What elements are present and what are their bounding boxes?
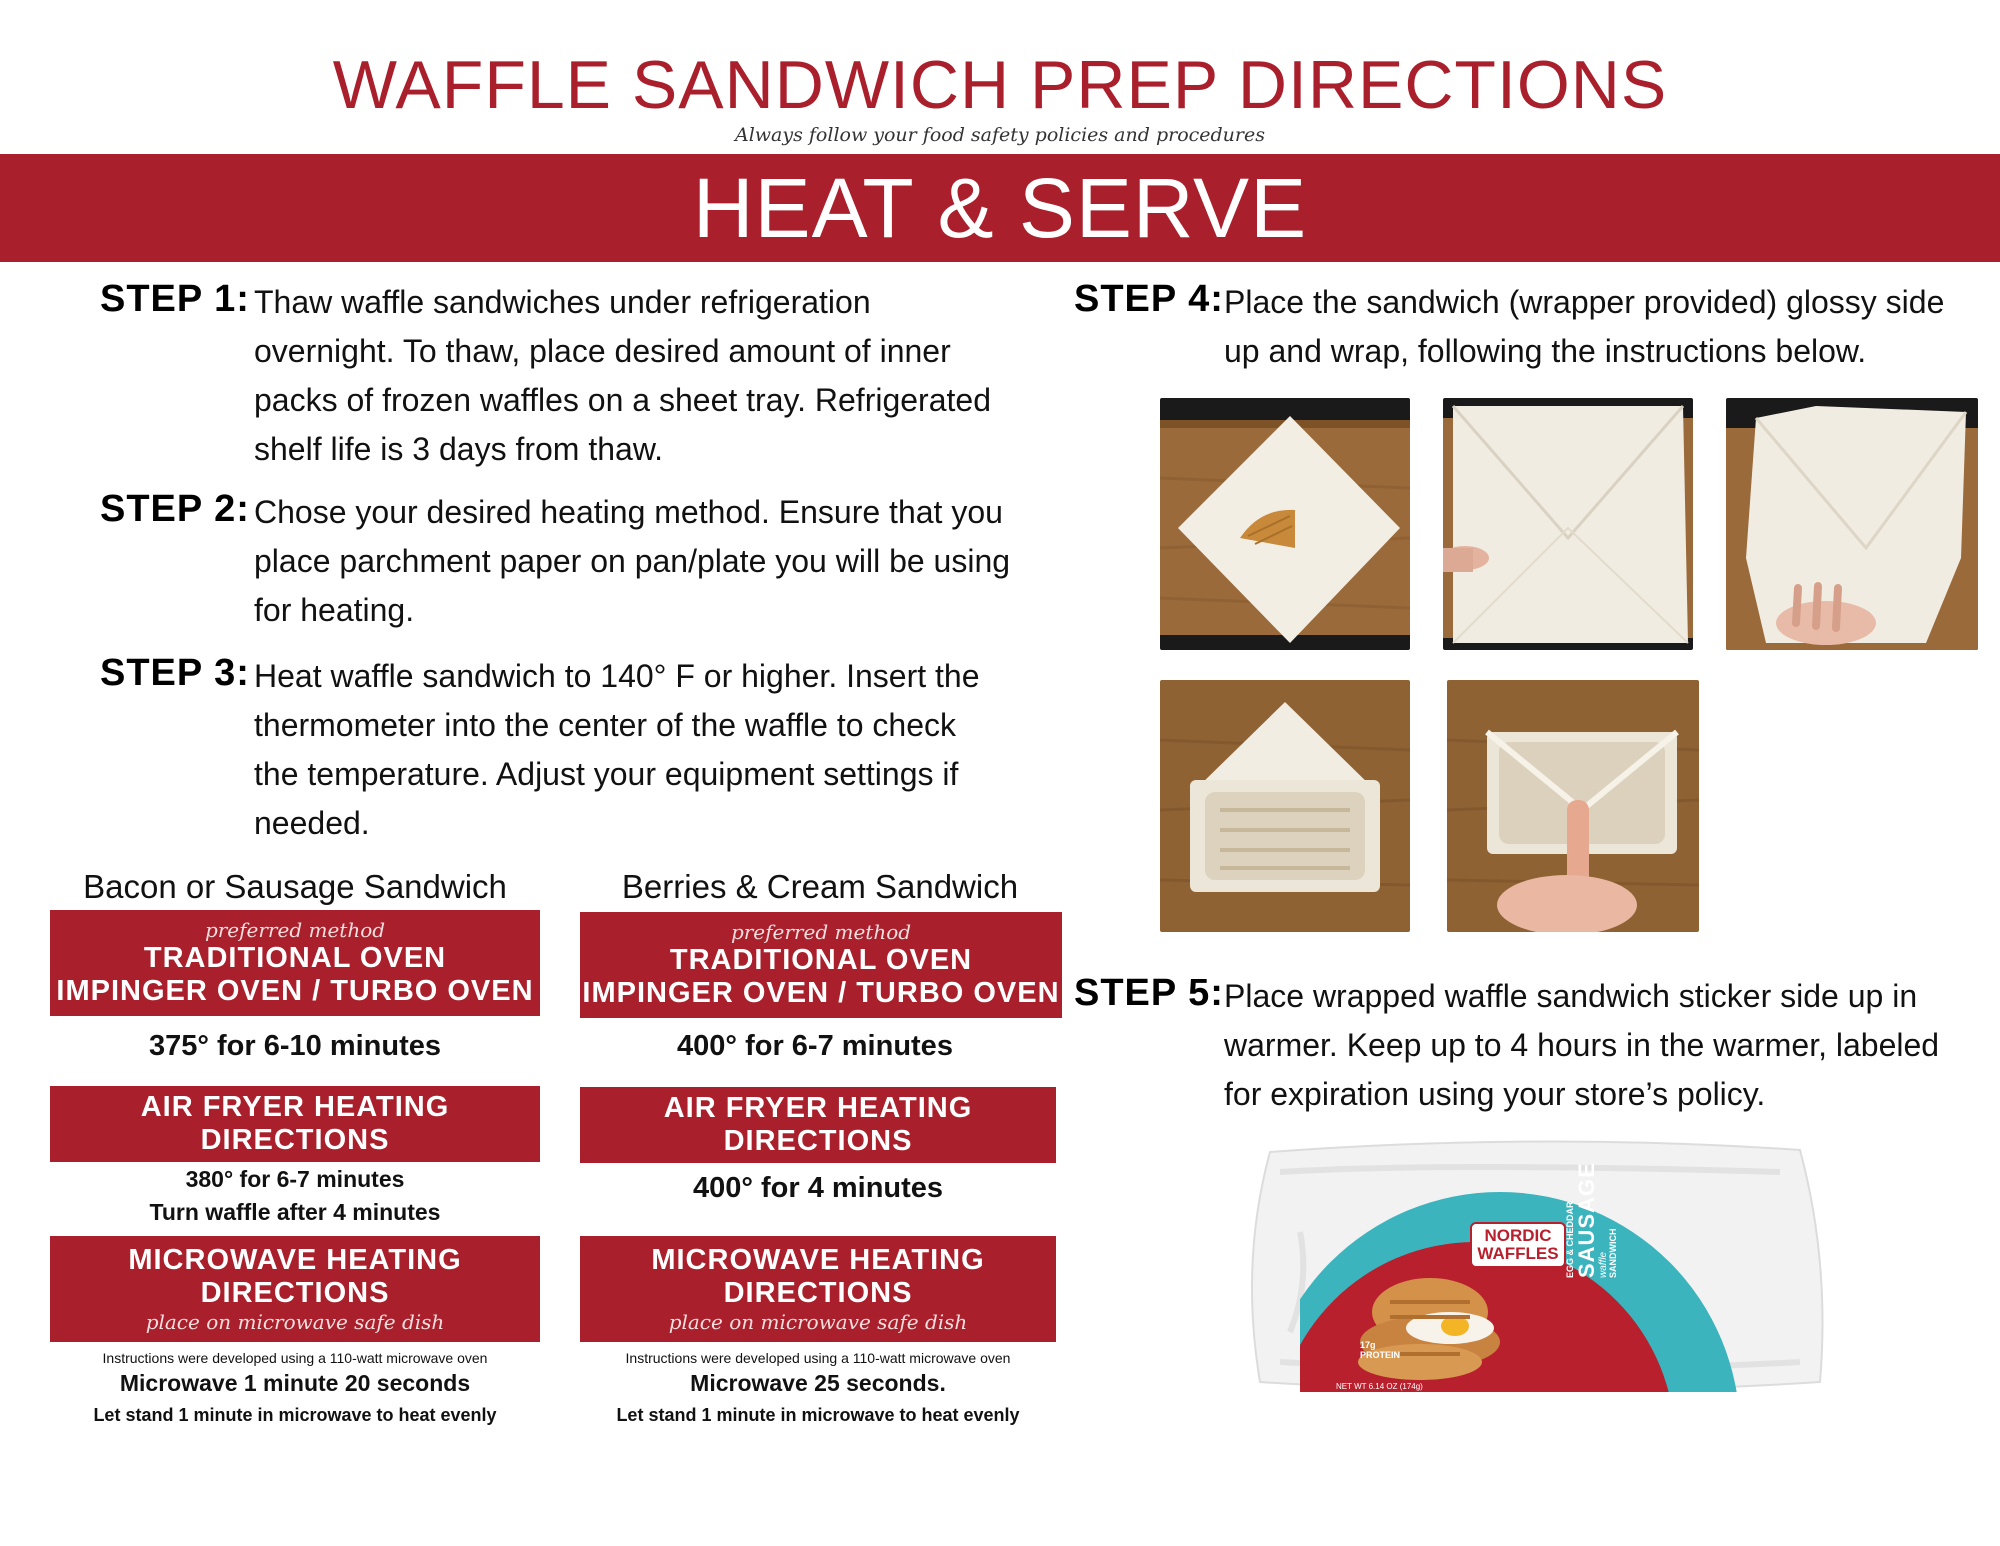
col-2-oven-line-2: IMPINGER OVEN / TURBO OVEN — [582, 977, 1060, 1009]
wrap-photo-5 — [1447, 680, 1699, 932]
col-2-oven-preferred: preferred method — [730, 920, 912, 944]
col-1-micro-time: Microwave 1 minute 20 seconds — [119, 1370, 471, 1396]
col-1-oven-line-2: IMPINGER OVEN / TURBO OVEN — [56, 975, 534, 1007]
col-1-air-box — [50, 1086, 540, 1162]
col-2-oven-temp: 400° for 6-7 minutes — [677, 1030, 953, 1062]
brand-logo — [1470, 1222, 1566, 1268]
col-1-heading: Bacon or Sausage Sandwich — [83, 868, 507, 905]
col-2-air-line-2: DIRECTIONS — [723, 1125, 913, 1157]
col-2-air-box — [580, 1087, 1056, 1163]
col-1-air-temp: 380° for 6-7 minutes — [185, 1166, 405, 1192]
page-title: WAFFLE SANDWICH PREP DIRECTIONS — [332, 47, 1668, 123]
protein-badge — [1360, 1340, 1400, 1360]
step-3-label: STEP 3: — [100, 652, 250, 694]
col-1-micro-stand: Let stand 1 minute in microwave to heat evenly — [93, 1405, 497, 1425]
col-1-oven-box — [50, 910, 540, 1016]
col-1-micro-line-1: MICROWAVE HEATING — [128, 1244, 462, 1276]
wrap-photo-4 — [1160, 680, 1410, 932]
col-1-air-line-1: AIR FRYER HEATING — [140, 1091, 450, 1123]
flavor-sub: waffle — [1597, 1251, 1609, 1278]
brand-line-1: NORDIC — [1484, 1226, 1552, 1245]
col-2-air-line-1: AIR FRYER HEATING — [663, 1092, 973, 1124]
step-3-text: Heat waffle sandwich to 140° F or higher. Insert the thermometer into the center of the waffle to check the temperature. Adjust your equipment settings if needed. — [254, 658, 980, 841]
net-weight: NET WT 6.14 OZ (174g) — [1336, 1382, 1423, 1391]
step-5-label: STEP 5: — [1074, 972, 1224, 1014]
flavor-panel — [1566, 1118, 1666, 1278]
col-2-micro-stand: Let stand 1 minute in microwave to heat evenly — [616, 1405, 1020, 1425]
step-1-label: STEP 1: — [100, 278, 250, 320]
col-1-oven-temp: 375° for 6-10 minutes — [148, 1030, 442, 1062]
flavor-main: SAUSAGE — [1574, 1162, 1600, 1278]
col-2-oven-box — [580, 912, 1062, 1018]
step-4-text: Place the sandwich (wrapper provided) glossy side up and wrap, following the instructions below. — [1224, 284, 1945, 369]
heat-serve-banner: HEAT & SERVE — [0, 154, 2000, 262]
col-2-heading: Berries & Cream Sandwich — [621, 868, 1019, 905]
col-1-air-line-2: DIRECTIONS — [200, 1124, 390, 1156]
col-1-air-turn: Turn waffle after 4 minutes — [149, 1199, 441, 1225]
step-2-text: Chose your desired heating method. Ensure that you place parchment paper on pan/plate you will be using for heating. — [254, 494, 1011, 628]
col-1-oven-preferred: preferred method — [204, 918, 386, 942]
col-2-micro-line-2: DIRECTIONS — [723, 1277, 913, 1309]
step-1-text: Thaw waffle sandwiches under refrigeration overnight. To thaw, place desired amount of inner packs of frozen waffles on a sheet tray. Refrigerated shelf life is 3 days from thaw. — [254, 284, 991, 467]
col-2-micro-box — [580, 1236, 1056, 1342]
col-2-micro-time: Microwave 25 seconds. — [690, 1370, 946, 1396]
step-4-label: STEP 4: — [1074, 278, 1224, 320]
col-2-micro-note: Instructions were developed using a 110-watt microwave oven — [625, 1350, 1011, 1366]
brand-line-2: WAFFLES — [1477, 1244, 1559, 1263]
flavor-sub-2: SANDWICH — [1608, 1228, 1619, 1278]
col-1-micro-sub: place on microwave safe dish — [145, 1310, 445, 1334]
page-subtitle: Always follow your food safety policies and procedures — [734, 124, 1265, 146]
col-1-micro-note: Instructions were developed using a 110-watt microwave oven — [102, 1350, 488, 1366]
protein-label: PROTEIN — [1360, 1350, 1401, 1360]
wrap-photo-1 — [1160, 398, 1410, 650]
col-2-micro-line-1: MICROWAVE HEATING — [651, 1244, 985, 1276]
step-5-text: Place wrapped waffle sandwich sticker side up in warmer. Keep up to 4 hours in the warmer, labeled for expiration using your store’s policy. — [1224, 978, 1940, 1112]
step-2-label: STEP 2: — [100, 488, 250, 530]
col-2-micro-sub: place on microwave safe dish — [668, 1310, 968, 1334]
col-2-oven-line-1: TRADITIONAL OVEN — [669, 944, 973, 976]
col-1-oven-line-1: TRADITIONAL OVEN — [143, 942, 447, 974]
col-2-air-temp: 400° for 4 minutes — [692, 1172, 944, 1204]
protein-value: 17g — [1360, 1340, 1376, 1350]
wrap-photo-3 — [1726, 398, 1978, 650]
wrap-photo-2 — [1443, 398, 1693, 650]
col-1-micro-box — [50, 1236, 540, 1342]
col-1-micro-line-2: DIRECTIONS — [200, 1277, 390, 1309]
flavor-top: EGG & CHEDDAR — [1565, 1201, 1575, 1278]
